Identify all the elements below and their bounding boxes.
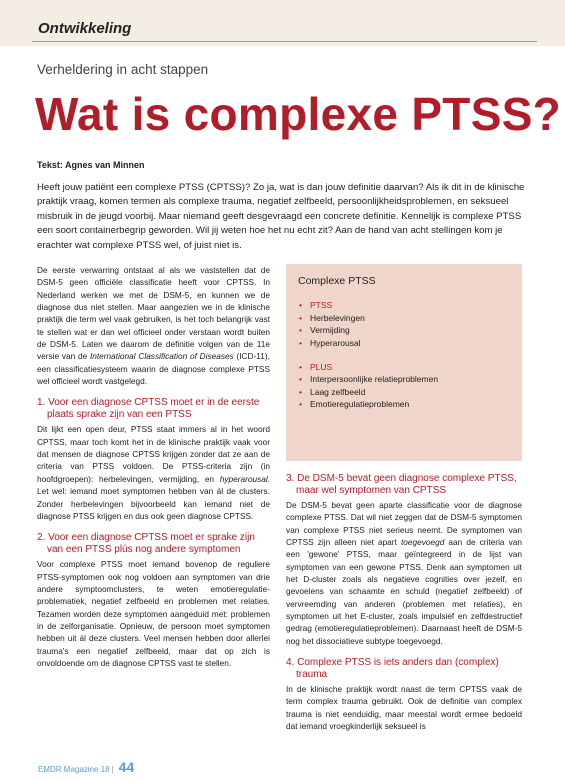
section-heading-1: 1. Voor een diagnose CPTSS moet er in de eerste plaats sprake zijn van een PTSS: [37, 397, 260, 421]
info-box: [286, 264, 522, 461]
info-box-title: Complexe PTSS: [298, 275, 376, 287]
body-paragraph: De DSM-5 bevat geen aparte classificatie voor de diagnose complexe PTSS. Dat wil niet zeggen dat de DSM-5 symptomen van complexe PTSS niet serieus neemt. De symptomen van CPTSS zijn alleen niet apart toegevoegd aan de criteria van een 'gewone' PTSS, maar geïntegreerd in de lijst van symptomen van een gewone PTSS. Denk aan symptomen uit het D-cluster zoals als negatieve cognities over jezelf, en gevoelens van schaamte en schuld (negatief zelfbeeld) of vervreemding van anderen (problemen met relaties), en symptomen uit het E-cluster, zoals impulsief en zelfdestructief gedrag (emotieregulatieproblemen). Daarnaast heeft de DSM-5 nog het dissociatieve subtype toegevoegd.: [286, 500, 522, 646]
list-item: • Emotieregulatieproblemen: [298, 398, 512, 410]
section-heading-2: 2. Voor een diagnose CPTSS moet er sprake zijn van een PTSS plús nog andere symptomen: [37, 532, 255, 556]
info-box-list-2: [298, 361, 512, 411]
kicker: Verheldering in acht stappen: [37, 62, 209, 77]
body-paragraph: Dit lijkt een open deur, PTSS staat immers al in het woord CPTSS, maar toch komt het in de klinische praktijk vaak voor dat mensen de diagnose CPTSS krijgen zonder dat ze aan de criteria van PTSS voldoen. De PTSS-criteria zijn (in hoofdgroepen): herbelevingen, vermijding, en hyperarousal. Let wel: iemand moet symptomen hebben van ál de clusters. Zonder herbelevingen bijvoorbeeld kan iemand niet de diagnose PTSS krijgen en dus ook geen diagnose CPTSS.: [37, 424, 270, 521]
page-title: Wat is complexe PTSS?: [35, 88, 562, 140]
list-item: • Interpersoonlijke relatieproblemen: [298, 373, 512, 385]
list-item: • PTSS: [298, 299, 512, 311]
column-right: [286, 264, 522, 733]
list-item: • Hyperarousal: [298, 337, 512, 349]
list-item: • Vermijding: [298, 324, 512, 336]
author-line: [37, 160, 145, 170]
section-heading-4: 4. Complexe PTSS is iets anders dan (complex) trauma: [286, 657, 499, 681]
author-name: Agnes van Minnen: [65, 160, 145, 170]
body-paragraph: De eerste verwarring ontstaat al als we vaststellen dat de DSM-5 geen officiële classificatie heeft voor CPTSS. In Nederland werken we met de DSM-5, en kunnen we de diagnose dus niet stellen. Maar aangezien we in de klinische praktijk die term wel vaak gebruiken, is het toch belangrijk vast te stellen wat er dan wel officieel onder verstaan wordt buiten de DSM-5. Laten we daarom de definitie volgen van de 11e versie van de International Classification of Diseases (ICD-11), een classificatiesysteem waarin de diagnose complexe PTSS wel officieel wordt vastgelegd.: [37, 265, 270, 387]
author-label: Tekst:: [37, 160, 63, 170]
body-paragraph: Voor complexe PTSS moet iemand bovenop de reguliere PTSS-symptomen ook nog voldoen aan symptomen van drie andere symptoomclusters, te weten emotieregulatie-problematiek, negatief zelfbeeld en problemen met relaties. Tezamen worden deze symptomen aangeduid met: problemen in de zelforganisatie. Opnieuw, de persoon moet symptomen hebben uit ál deze clusters. Veel mensen hebben door allerlei trauma's een negatief zelfbeeld, maar dat op zich is onvoldoende om de diagnose CPTSS vast te stellen.: [37, 559, 270, 668]
info-box-list-1: [298, 299, 512, 349]
intro-paragraph: Heeft jouw patiënt een complexe PTSS (CPTSS)? Zo ja, wat is dan jouw definitie daarvan? Als ik dit in de klinische praktijk vraag, komen termen als complexe trauma, negatief zelfbeeld, persoonlijkheidsproblemen, en seksueel misbruik in de jeugd voorbij. Maar niemand geeft desgevraagd een concrete definitie. Kennelijk is complexe PTSS een soort containerbegrip geworden. Wil jij weten hoe het nu echt zit? Aan de hand van acht stellingen kom je erachter wat complexe PTSS wel, of juist niet is.: [37, 182, 525, 251]
footer-separator: |: [111, 765, 114, 774]
page-footer: [38, 759, 134, 775]
body-paragraph: In de klinische praktijk wordt naast de term CPTSS vaak de term complex trauma gebruikt. Ook de definitie van complex trauma is niet eenduidig, maar meestal wordt ermee bedoeld dat iemand vroegkinderlijk seksueel is: [286, 684, 522, 732]
section-label: Ontwikkeling: [38, 20, 132, 37]
page-number: 44: [118, 759, 135, 775]
column-left: [37, 264, 270, 669]
list-item: • Laag zelfbeeld: [298, 386, 512, 398]
section-heading-3: 3. De DSM-5 bevat geen diagnose complexe PTSS, maar wel symptomen van CPTSS: [286, 473, 517, 496]
header-rule: [32, 41, 537, 42]
list-item: • PLUS: [298, 361, 512, 373]
magazine-name: EMDR Magazine 18: [38, 765, 110, 774]
list-item: • Herbelevingen: [298, 312, 512, 324]
